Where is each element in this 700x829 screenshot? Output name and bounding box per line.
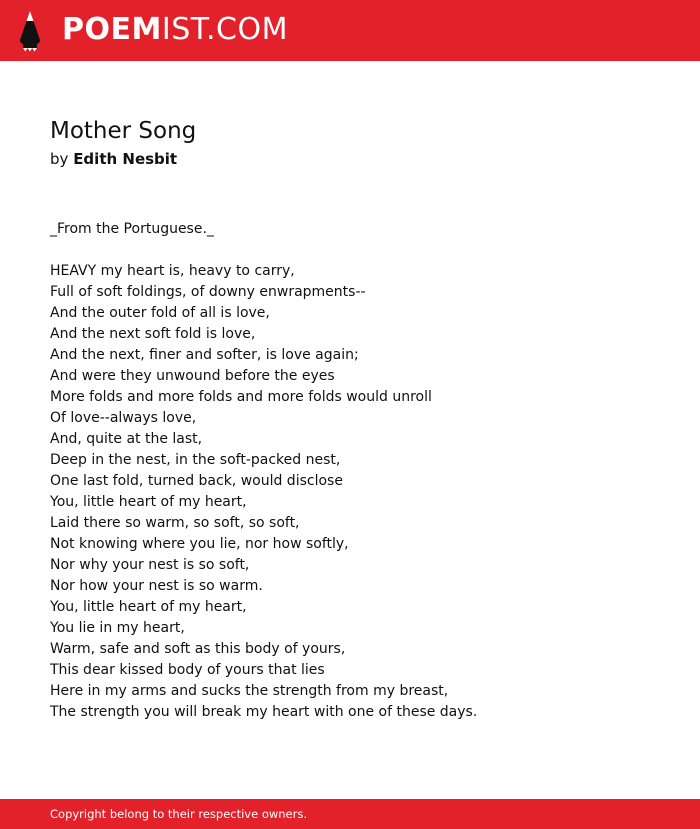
logo-bold-text: POEM [62, 12, 162, 47]
poem-line: Of love--always love, [50, 410, 197, 426]
poem-line: Nor why your nest is so soft, [50, 557, 250, 573]
poem-line: Laid there so warm, so soft, so soft, [50, 515, 300, 531]
poem-line: HEAVY my heart is, heavy to carry, [50, 263, 295, 279]
poem-line: You, little heart of my heart, [50, 599, 247, 615]
poem-line: The strength you will break my heart with one of these days. [50, 704, 478, 720]
author-name: Edith Nesbit [73, 150, 178, 168]
site-logo[interactable] [62, 12, 288, 48]
poem-title: Mother Song [50, 118, 197, 144]
pencil-tip-icon[interactable] [17, 10, 43, 52]
copyright-notice: Copyright belong to their respective owners. [50, 807, 308, 821]
poem-line: Not knowing where you lie, nor how softly, [50, 536, 349, 552]
poem-line: And the next soft fold is love, [50, 326, 256, 342]
site-footer [0, 799, 700, 829]
stanza-break [50, 240, 670, 261]
poem-line: Full of soft foldings, of downy enwrapments-- [50, 284, 366, 300]
poem-line: And were they unwound before the eyes [50, 368, 335, 384]
poem-line: This dear kissed body of yours that lies [50, 662, 325, 678]
poem-line: Nor how your nest is so warm. [50, 578, 263, 594]
poem-line: More folds and more folds and more folds would unroll [50, 389, 432, 405]
byline [50, 149, 177, 169]
logo-light-text: IST.COM [161, 12, 288, 47]
poem-line: You, little heart of my heart, [50, 494, 247, 510]
site-header [0, 0, 700, 61]
poem-line: Deep in the nest, in the soft-packed nest, [50, 452, 341, 468]
poem-body [50, 219, 670, 723]
poem-line: And the next, finer and softer, is love again; [50, 347, 359, 363]
poem-line: _From the Portuguese._ [50, 221, 214, 237]
poem-line: And the outer fold of all is love, [50, 305, 270, 321]
poem-line: Here in my arms and sucks the strength from my breast, [50, 683, 449, 699]
poem-line: You lie in my heart, [50, 620, 185, 636]
poem-line: Warm, safe and soft as this body of yours, [50, 641, 346, 657]
poem-line: And, quite at the last, [50, 431, 203, 447]
poem-line: One last fold, turned back, would disclose [50, 473, 343, 489]
byline-prefix: by [50, 150, 69, 168]
